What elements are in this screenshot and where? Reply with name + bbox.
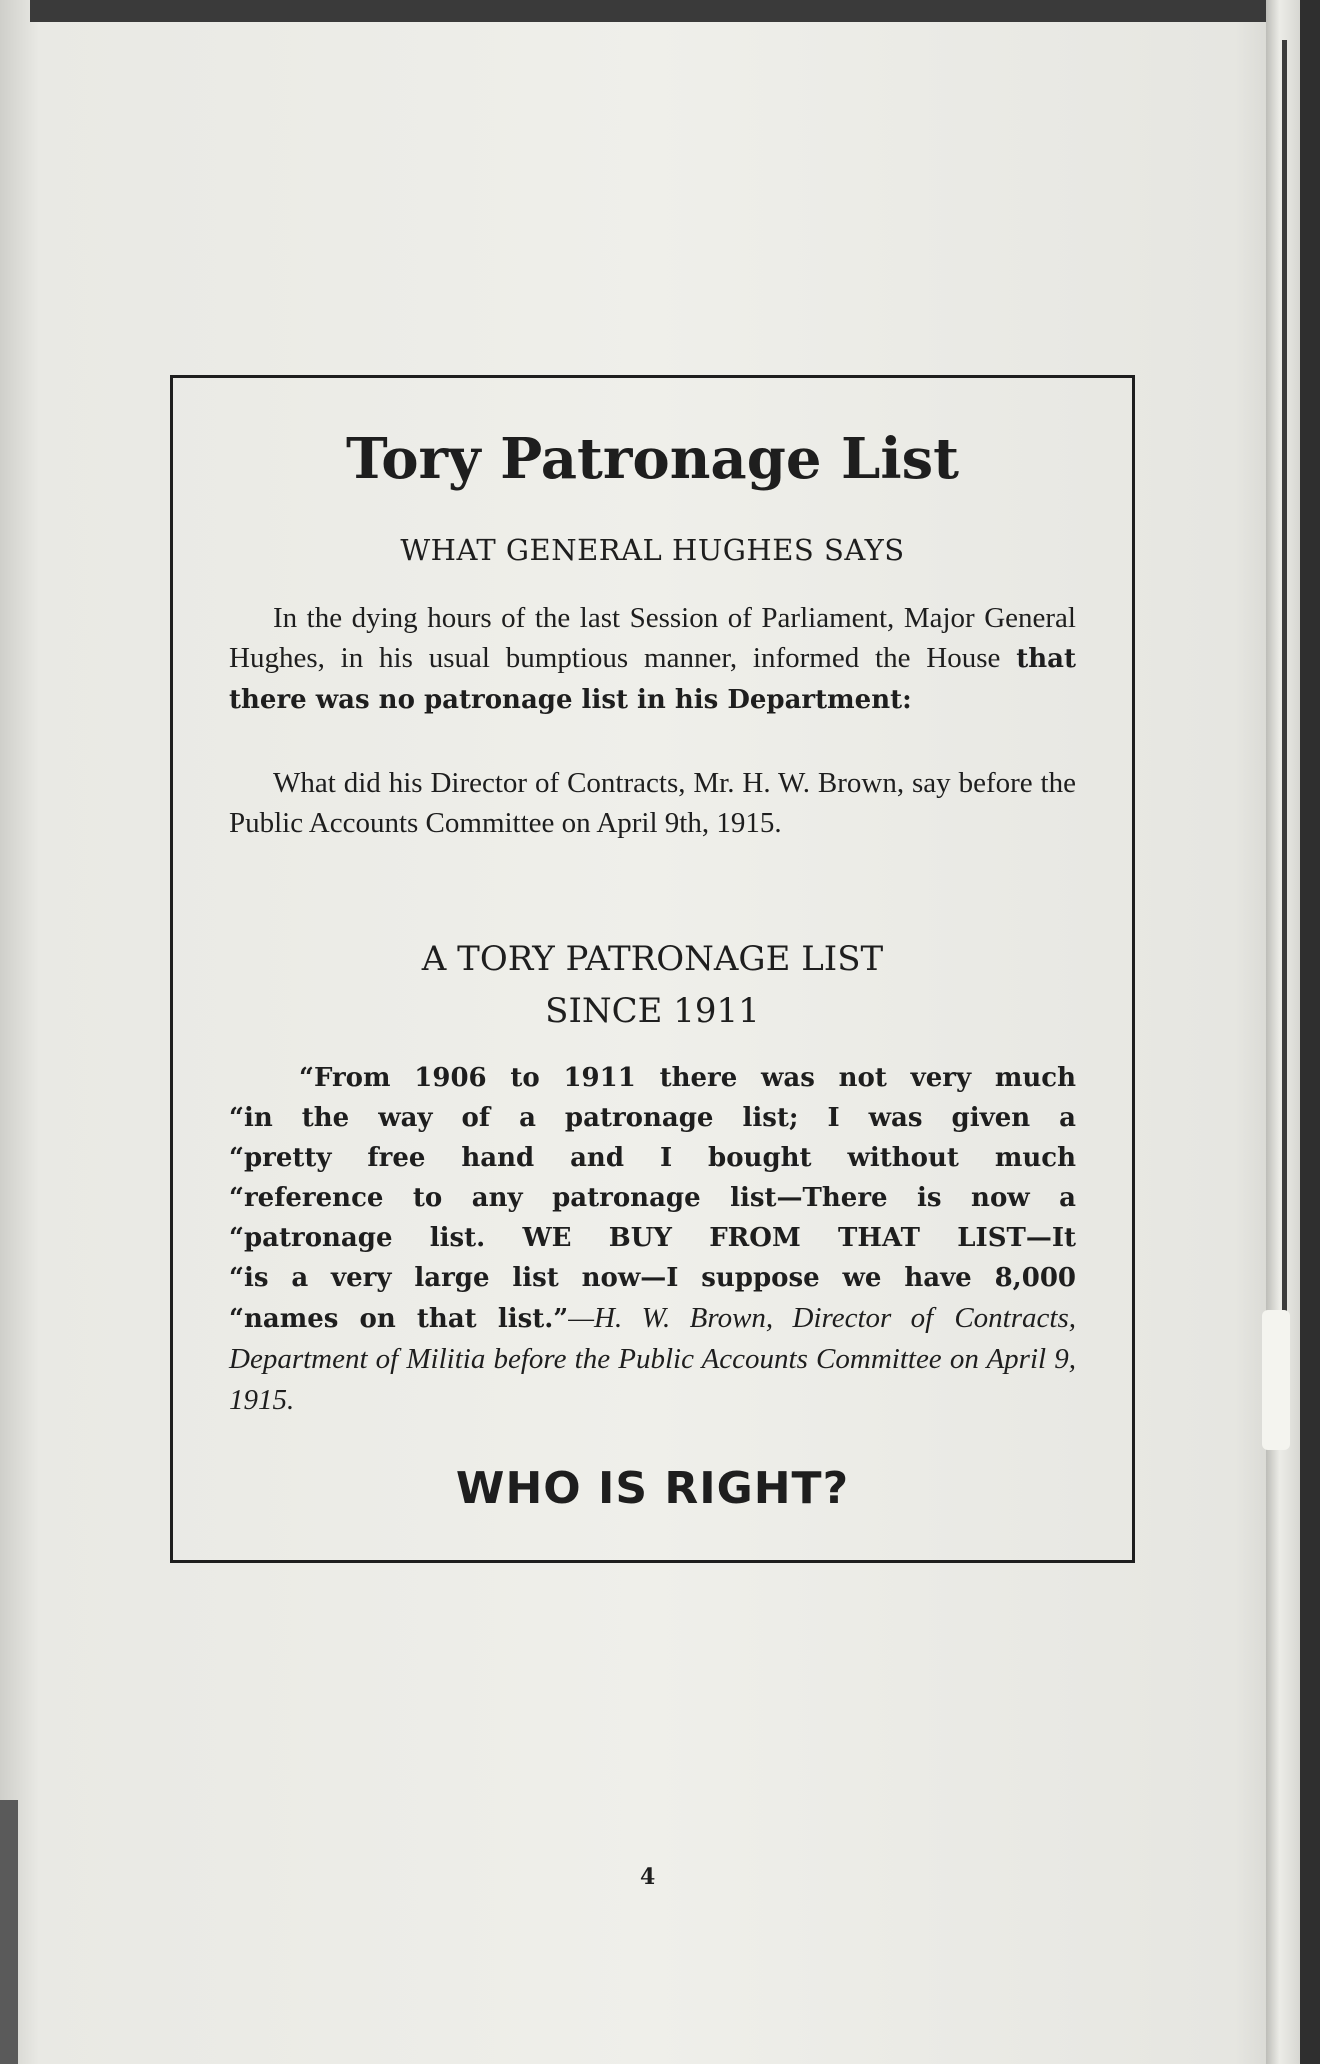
section-heading-line2: SINCE 1911 [545, 991, 760, 1031]
quote-line: “pretty free hand and I bought without much [229, 1143, 1076, 1173]
quote-line: “patronage list. WE BUY FROM THAT LIST—It [229, 1223, 1076, 1253]
quote-line: “in the way of a patronage list; I was given a [229, 1103, 1076, 1133]
section-heading-line1: A TORY PATRONAGE LIST [421, 939, 884, 979]
attribution: Contracts, Department of Militia before the Public Accounts Committee on April 9, 1915. [229, 1302, 1076, 1416]
advertisement-box [170, 375, 1135, 1563]
quotation [229, 1058, 1076, 1421]
paragraph-hughes-text: In the dying hours of the last Session of Parliament, Major General Hughes, in his usual bumptious manner, informed the House [229, 602, 1076, 674]
headline: Tory Patronage List [345, 426, 960, 492]
closing-question: WHO IS RIGHT? [455, 1463, 850, 1514]
paragraph-hughes-bold: that there was no patronage list in his Department: [229, 644, 1076, 715]
page-top-edge [30, 0, 1270, 22]
page-left-shadow [0, 1800, 18, 2064]
quote-last-line: “names on that list.” [229, 1304, 569, 1334]
paragraph-brown: What did his Director of Contracts, Mr. H. W. Brown, say before the Public Accounts Committee on April 9th, 1915. [229, 767, 1076, 839]
page-number: 4 [640, 1864, 656, 1890]
subheading: WHAT GENERAL HUGHES SAYS [400, 533, 905, 567]
paragraph-hughes [229, 598, 1076, 720]
attribution-inline: —H. W. Brown, Director of [568, 1302, 934, 1334]
quote-line: “From 1906 to 1911 there was not very much [299, 1063, 1076, 1093]
quote-line: “reference to any patronage list—There is now a [229, 1183, 1076, 1213]
binding-tab [1262, 1310, 1290, 1450]
section-heading [173, 933, 1132, 1037]
binding-line [1282, 40, 1287, 1320]
quote-line: “is a very large list now—I suppose we have 8,000 [229, 1263, 1076, 1293]
